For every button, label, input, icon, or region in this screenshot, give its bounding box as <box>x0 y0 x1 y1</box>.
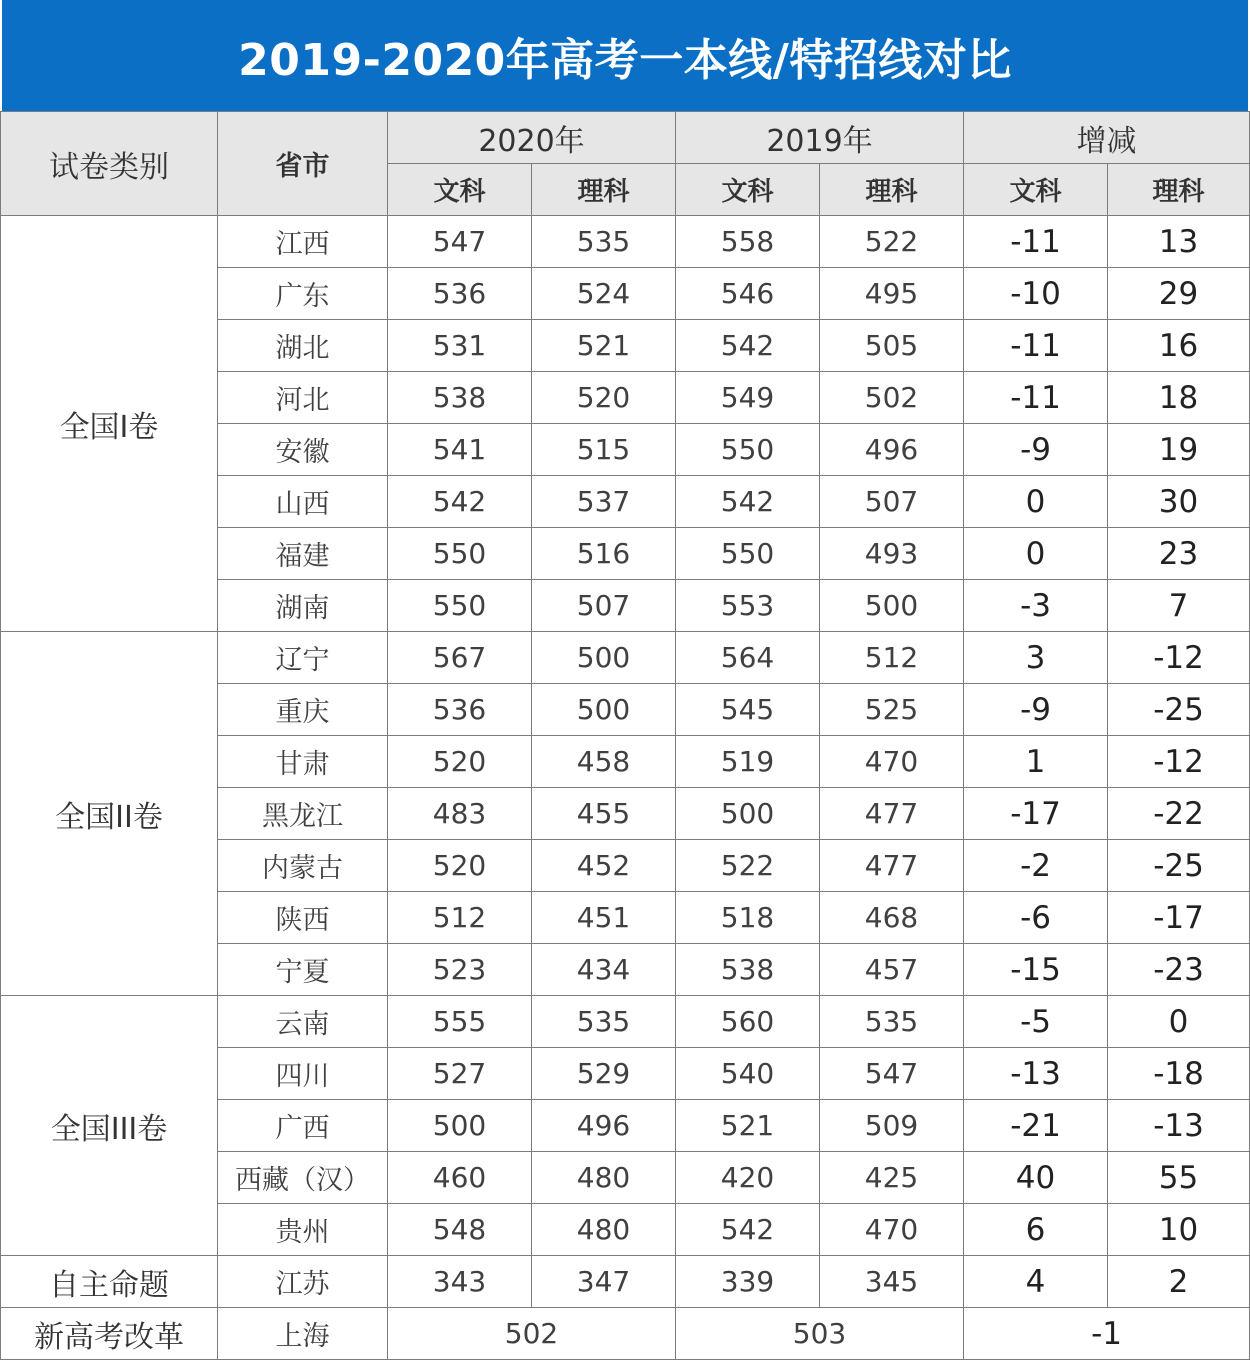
wenke-change-cell: -11 <box>964 372 1108 424</box>
like-2020-cell: 520 <box>532 372 676 424</box>
like-2020-cell: 458 <box>532 736 676 788</box>
table-title: 2019-2020年高考一本线/特招线对比 <box>2 0 1248 111</box>
wenke-change-cell: -11 <box>964 216 1108 268</box>
like-2019-cell: 502 <box>820 372 964 424</box>
like-2020-cell: 515 <box>532 424 676 476</box>
wenke-2020-cell: 550 <box>388 580 532 632</box>
like-2019-cell: 495 <box>820 268 964 320</box>
wenke-change-cell: 0 <box>964 528 1108 580</box>
wenke-change-cell: -2 <box>964 840 1108 892</box>
header-2019-like: 理科 <box>820 164 964 216</box>
wenke-change-cell: 3 <box>964 632 1108 684</box>
header-2019-wenke: 文科 <box>676 164 820 216</box>
like-change-cell: 30 <box>1108 476 1250 528</box>
table-row <box>1 216 1250 268</box>
like-2020-cell: 507 <box>532 580 676 632</box>
like-change-cell: 55 <box>1108 1152 1250 1204</box>
province-cell: 西藏（汉） <box>218 1152 388 1204</box>
province-cell: 江苏 <box>218 1256 388 1308</box>
like-2020-cell: 480 <box>532 1152 676 1204</box>
like-2020-cell: 524 <box>532 268 676 320</box>
like-change-cell: -25 <box>1108 684 1250 736</box>
wenke-2020-cell: 520 <box>388 840 532 892</box>
category-jiangsu: 自主命题 <box>1 1256 218 1308</box>
like-2020-cell: 521 <box>532 320 676 372</box>
wenke-2019-cell: 339 <box>676 1256 820 1308</box>
like-2019-cell: 477 <box>820 788 964 840</box>
score-2019-merged-cell: 503 <box>676 1308 964 1360</box>
wenke-change-cell: 1 <box>964 736 1108 788</box>
like-change-cell: -23 <box>1108 944 1250 996</box>
like-2020-cell: 434 <box>532 944 676 996</box>
table-row <box>1 1308 1250 1360</box>
like-change-cell: -17 <box>1108 892 1250 944</box>
like-2019-cell: 496 <box>820 424 964 476</box>
like-2020-cell: 347 <box>532 1256 676 1308</box>
province-cell: 云南 <box>218 996 388 1048</box>
like-2020-cell: 496 <box>532 1100 676 1152</box>
like-2020-cell: 516 <box>532 528 676 580</box>
province-cell: 广东 <box>218 268 388 320</box>
like-2019-cell: 345 <box>820 1256 964 1308</box>
province-cell: 湖北 <box>218 320 388 372</box>
province-cell: 黑龙江 <box>218 788 388 840</box>
wenke-2019-cell: 553 <box>676 580 820 632</box>
like-2019-cell: 470 <box>820 1204 964 1256</box>
like-change-cell: 7 <box>1108 580 1250 632</box>
like-2019-cell: 425 <box>820 1152 964 1204</box>
wenke-change-cell: 6 <box>964 1204 1108 1256</box>
header-category: 试卷类别 <box>1 112 218 216</box>
like-2019-cell: 522 <box>820 216 964 268</box>
wenke-2020-cell: 567 <box>388 632 532 684</box>
province-cell: 山西 <box>218 476 388 528</box>
like-change-cell: 16 <box>1108 320 1250 372</box>
like-change-cell: -25 <box>1108 840 1250 892</box>
like-2019-cell: 509 <box>820 1100 964 1152</box>
wenke-2020-cell: 555 <box>388 996 532 1048</box>
header-change-like: 理科 <box>1108 164 1250 216</box>
table-body <box>1 216 1250 1360</box>
like-2020-cell: 451 <box>532 892 676 944</box>
exam-category-cell: 全国II卷 <box>1 632 218 996</box>
province-cell: 福建 <box>218 528 388 580</box>
wenke-2019-cell: 521 <box>676 1100 820 1152</box>
like-change-cell: -22 <box>1108 788 1250 840</box>
wenke-change-cell: 40 <box>964 1152 1108 1204</box>
wenke-change-cell: -10 <box>964 268 1108 320</box>
province-cell: 陕西 <box>218 892 388 944</box>
wenke-2019-cell: 558 <box>676 216 820 268</box>
like-2019-cell: 547 <box>820 1048 964 1100</box>
province-cell: 辽宁 <box>218 632 388 684</box>
like-2019-cell: 468 <box>820 892 964 944</box>
wenke-change-cell: -5 <box>964 996 1108 1048</box>
table-row <box>1 1256 1250 1308</box>
province-cell: 重庆 <box>218 684 388 736</box>
wenke-change-cell: -3 <box>964 580 1108 632</box>
table-row <box>1 996 1250 1048</box>
wenke-2019-cell: 500 <box>676 788 820 840</box>
wenke-change-cell: -11 <box>964 320 1108 372</box>
wenke-2019-cell: 546 <box>676 268 820 320</box>
header-2020-like: 理科 <box>532 164 676 216</box>
like-2019-cell: 512 <box>820 632 964 684</box>
wenke-2019-cell: 542 <box>676 476 820 528</box>
like-2020-cell: 480 <box>532 1204 676 1256</box>
province-cell: 贵州 <box>218 1204 388 1256</box>
province-cell: 甘肃 <box>218 736 388 788</box>
wenke-change-cell: -21 <box>964 1100 1108 1152</box>
province-cell: 湖南 <box>218 580 388 632</box>
like-change-cell: 19 <box>1108 424 1250 476</box>
wenke-2019-cell: 542 <box>676 1204 820 1256</box>
like-change-cell: 0 <box>1108 996 1250 1048</box>
exam-category-cell: 全国III卷 <box>1 996 218 1256</box>
wenke-2019-cell: 519 <box>676 736 820 788</box>
like-2019-cell: 505 <box>820 320 964 372</box>
wenke-2019-cell: 538 <box>676 944 820 996</box>
wenke-2020-cell: 550 <box>388 528 532 580</box>
like-change-cell: 18 <box>1108 372 1250 424</box>
province-cell: 宁夏 <box>218 944 388 996</box>
table-header <box>1 112 1250 216</box>
like-2020-cell: 535 <box>532 216 676 268</box>
wenke-change-cell: -9 <box>964 424 1108 476</box>
wenke-2020-cell: 523 <box>388 944 532 996</box>
like-2020-cell: 455 <box>532 788 676 840</box>
like-2019-cell: 493 <box>820 528 964 580</box>
like-2019-cell: 507 <box>820 476 964 528</box>
table-row <box>1 632 1250 684</box>
wenke-2019-cell: 560 <box>676 996 820 1048</box>
wenke-change-cell: -15 <box>964 944 1108 996</box>
wenke-2020-cell: 512 <box>388 892 532 944</box>
like-2020-cell: 529 <box>532 1048 676 1100</box>
like-2020-cell: 535 <box>532 996 676 1048</box>
wenke-2019-cell: 545 <box>676 684 820 736</box>
wenke-2019-cell: 550 <box>676 528 820 580</box>
wenke-2020-cell: 547 <box>388 216 532 268</box>
wenke-change-cell: -13 <box>964 1048 1108 1100</box>
wenke-2020-cell: 527 <box>388 1048 532 1100</box>
wenke-2019-cell: 564 <box>676 632 820 684</box>
like-2020-cell: 537 <box>532 476 676 528</box>
like-change-cell: 13 <box>1108 216 1250 268</box>
like-2019-cell: 457 <box>820 944 964 996</box>
province-cell: 四川 <box>218 1048 388 1100</box>
like-2020-cell: 500 <box>532 632 676 684</box>
like-change-cell: -12 <box>1108 632 1250 684</box>
wenke-2020-cell: 483 <box>388 788 532 840</box>
wenke-2020-cell: 520 <box>388 736 532 788</box>
wenke-2020-cell: 500 <box>388 1100 532 1152</box>
like-change-cell: 23 <box>1108 528 1250 580</box>
like-change-cell: 29 <box>1108 268 1250 320</box>
header-province: 省市 <box>218 112 388 216</box>
wenke-2019-cell: 522 <box>676 840 820 892</box>
wenke-2020-cell: 541 <box>388 424 532 476</box>
wenke-change-cell: -17 <box>964 788 1108 840</box>
wenke-2020-cell: 531 <box>388 320 532 372</box>
like-change-cell: -13 <box>1108 1100 1250 1152</box>
wenke-change-cell: 0 <box>964 476 1108 528</box>
like-2019-cell: 525 <box>820 684 964 736</box>
like-change-cell: 10 <box>1108 1204 1250 1256</box>
like-2020-cell: 500 <box>532 684 676 736</box>
score-2020-merged-cell: 502 <box>388 1308 676 1360</box>
like-change-cell: -12 <box>1108 736 1250 788</box>
wenke-2020-cell: 538 <box>388 372 532 424</box>
wenke-2019-cell: 420 <box>676 1152 820 1204</box>
wenke-2019-cell: 549 <box>676 372 820 424</box>
province-cell: 上海 <box>218 1308 388 1360</box>
header-2020: 2020年 <box>388 112 676 164</box>
header-change-wenke: 文科 <box>964 164 1108 216</box>
province-cell: 江西 <box>218 216 388 268</box>
score-table <box>0 111 1250 1360</box>
wenke-2020-cell: 536 <box>388 684 532 736</box>
header-2020-wenke: 文科 <box>388 164 532 216</box>
province-cell: 河北 <box>218 372 388 424</box>
like-change-cell: -18 <box>1108 1048 1250 1100</box>
wenke-2019-cell: 540 <box>676 1048 820 1100</box>
province-cell: 内蒙古 <box>218 840 388 892</box>
wenke-2019-cell: 542 <box>676 320 820 372</box>
like-2019-cell: 470 <box>820 736 964 788</box>
wenke-2020-cell: 343 <box>388 1256 532 1308</box>
province-cell: 安徽 <box>218 424 388 476</box>
wenke-2019-cell: 518 <box>676 892 820 944</box>
header-2019: 2019年 <box>676 112 964 164</box>
province-cell: 广西 <box>218 1100 388 1152</box>
like-2019-cell: 500 <box>820 580 964 632</box>
wenke-2019-cell: 550 <box>676 424 820 476</box>
wenke-2020-cell: 536 <box>388 268 532 320</box>
like-2020-cell: 452 <box>532 840 676 892</box>
exam-category-cell: 全国I卷 <box>1 216 218 632</box>
wenke-change-cell: -9 <box>964 684 1108 736</box>
wenke-2020-cell: 460 <box>388 1152 532 1204</box>
wenke-change-cell: 4 <box>964 1256 1108 1308</box>
change-merged-cell: -1 <box>964 1308 1250 1360</box>
category-shanghai: 新高考改革 <box>1 1308 218 1360</box>
wenke-change-cell: -6 <box>964 892 1108 944</box>
wenke-2020-cell: 542 <box>388 476 532 528</box>
like-2019-cell: 477 <box>820 840 964 892</box>
wenke-2020-cell: 548 <box>388 1204 532 1256</box>
header-change: 增减 <box>964 112 1250 164</box>
like-2019-cell: 535 <box>820 996 964 1048</box>
like-change-cell: 2 <box>1108 1256 1250 1308</box>
